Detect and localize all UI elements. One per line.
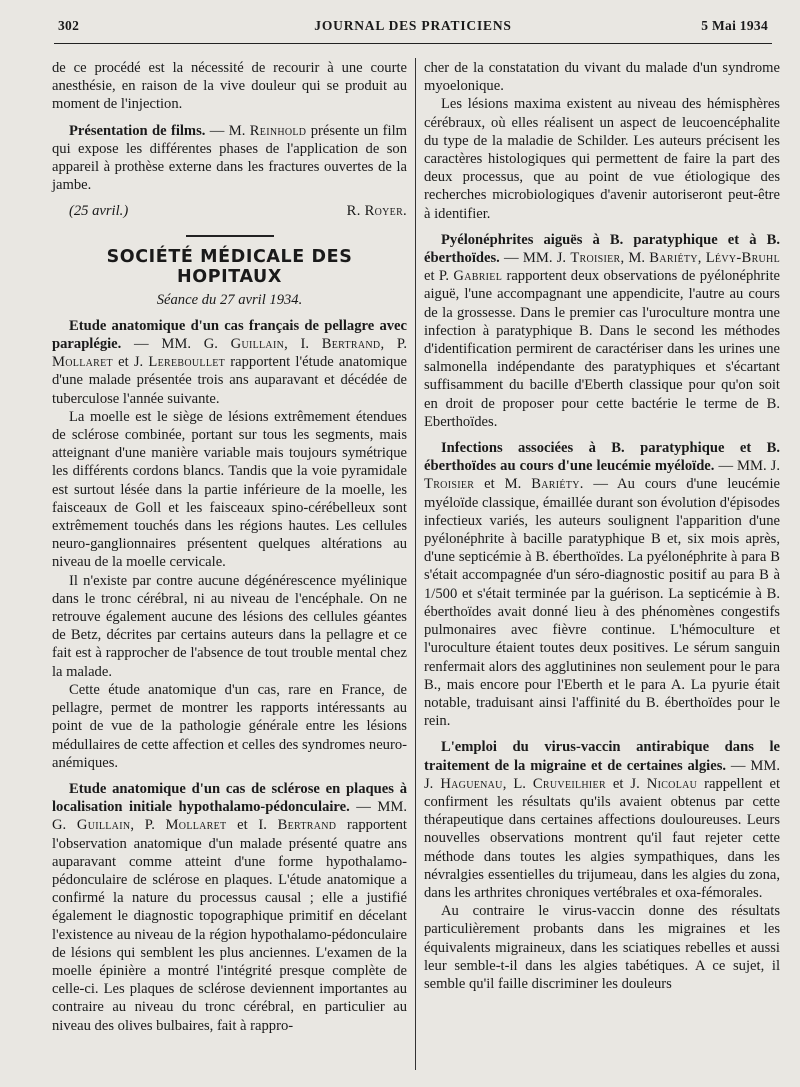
intro-paragraph: de ce procédé est la nécessité de recourir à une courte anesthésie, en raison de la vive douleur qui se produit au moment de l'injection. bbox=[52, 60, 407, 113]
signature-line bbox=[52, 202, 407, 220]
article-title: Infections associées à B. paratyphique et B. éberthoïdes au cours d'une leucémie myéloïde. bbox=[424, 440, 780, 475]
section-title: SOCIÉTÉ MÉDICALE DES HOPITAUX bbox=[106, 246, 353, 287]
left-column bbox=[52, 59, 407, 1035]
signature-name: R. Royer. bbox=[346, 203, 407, 220]
header-rule bbox=[54, 43, 772, 44]
films-paragraph: Présentation de films. — M. Reinhold présente un film qui expose les différentes phases de l'application de son appareil à prothèse externe dans les fractures ouvertes de la jambe. bbox=[52, 122, 407, 194]
column-divider bbox=[415, 58, 416, 1070]
body-paragraph: Il n'existe par contre aucune dégénérescence myélinique dans le tronc cérébral, ni au niveau de l'encéphale. On ne retrouve également aucune des lésions des cellules géantes de Betz, décrites par certains auteurs dans la pellagre et ce fait est à rapprocher de l'absence de tout trouble mental chez la malade. bbox=[52, 572, 407, 680]
article-title: Etude anatomique d'un cas français de pellagre avec paraplégie. bbox=[52, 317, 407, 353]
article-title: Etude anatomique d'un cas de sclérose en plaques à localisation initiale hypothalamo-pédonculaire. bbox=[52, 780, 407, 816]
right-column bbox=[424, 59, 780, 993]
body-paragraph: Au contraire le virus-vaccin donne des résultats particulièrement probants dans les migraines et les équivalents migraineux, dans les sciatiques rebelles et aussi leur semble-t-il dans les algies tabétiques. A ce sujet, il semble qu'il faille discriminer les douleurs bbox=[424, 903, 780, 992]
sclerose-article: Etude anatomique d'un cas de sclérose en plaques à localisation initiale hypothalamo-pédonculaire. — MM. G. Guillain, P. Mollaret et I. Bertrand rapportent l'observation anatomique d'un malade présenté quatre ans auparavant comme atteint d'une forme hypothalamo-pédonculaire de sclérose en plaques. L'étude anatomique a confirmé la nature du processus causal ; elle a justifié également le diagnostic topographique primitif en décelant l'existence au niveau de la région hypothalamo-pédonculaire de lésions qui semblent les plus anciennes. L'examen de la moelle épinière a montré l'intégrité presque complète de celle-ci. Les plaques de sclérose deviennent importantes au contraire au niveau du tronc cérébral, en particulier au niveau des olives bulbaires, fait à rappro- bbox=[52, 780, 407, 1034]
films-title: Présentation de films. bbox=[69, 122, 206, 139]
seance-date: Séance du 27 avril 1934. bbox=[156, 291, 303, 308]
page-number: 302 bbox=[58, 18, 80, 33]
article-title: Pyélonéphrites aiguës à B. paratyphique et à B. éberthoïdes. bbox=[424, 231, 780, 267]
body-paragraph: Cette étude anatomique d'un cas, rare en France, de pellagre, permet de montrer les rapports intéressants au point de vue de la pathologie générale entre les lésions médullaires de cette affection et celles des syndromes neuro-anémiques. bbox=[52, 681, 407, 771]
journal-title: JOURNAL DES PRATICIENS bbox=[314, 18, 512, 33]
signature-date: (25 avril.) bbox=[69, 203, 129, 220]
body-paragraph: La moelle est le siège de lésions extrêmement étendues de sclérose combinée, portant sur tous les segments, mais atteignant d'une manière variable mais toujours symétrique les différents cordons blancs. Tandis que la voie pyramidale est surtout lésée dans la partie inférieure de la moelle, les faisceaux de Goll et les faisceaux spino-cérébelleux sont extrêmement touchés dans les régions hautes. Les cellules neuro-ganglionnaires présentent quelques altérations au niveau de la moelle cervicale. bbox=[52, 408, 407, 571]
pyelonephrite-article: Pyélonéphrites aiguës à B. paratyphique et à B. éberthoïdes. — MM. J. Troisier, M. Bariéty, Lévy-Bruhl et P. Gabriel rapportent deux observations de pyélonéphrite aiguë, l'une accompagnant une appendicite, l'autre au cours de la grossesse. Dans le premier cas l'uroculture montra une infection à paratyphique B. Dans le second les méthodes d'identification permirent de caractériser dans les urines une salmonella indépendante des paratyphiques et s'écartant suffisamment du bacille d'Eberth classique pour qu'on soit en droit de proposer pour cette bactérie le terme de B. Eberthoïdes. bbox=[424, 231, 780, 430]
author-name: Reinhold bbox=[249, 122, 307, 139]
page-header bbox=[58, 18, 768, 40]
issue-date: 5 Mai 1934 bbox=[701, 18, 768, 33]
pellagre-article: Etude anatomique d'un cas français de pellagre avec paraplégie. — MM. G. Guillain, I. Bertrand, P. Mollaret et J. Lereboullet rapportent l'étude anatomique d'une malade présentée trois ans auparavant et décédée de tuberculose l'année suivante. bbox=[52, 317, 407, 407]
continued-paragraph: cher de la constatation du vivant du malade d'un syndrome myoelonique. bbox=[424, 60, 780, 95]
infections-article: Infections associées à B. paratyphique et B. éberthoïdes au cours d'une leucémie myéloïde. — MM. J. Troisier et M. Bariéty. — Au cours d'une leucémie myéloïde classique, émaillée durant son évolution d'épisodes infectieux variés, les auteurs soulignent l'apparition d'une pyélonéphrite à bacille paratyphique B et, six mois après, d'une septicémie à B. éberthoïdes. La pyélonéphrite à para B s'était accompagnée d'un séro-diagnostic positif au para B à 1/500 et s'était terminée par la guérison. La septicémie à B. éberthoïdes avait donné lieu à des phénomènes congestifs pulmonaires avec fièvre continue. L'hémoculture et l'uroculture étaient toutes deux positives. Le sérum sanguin renfermait alors des agglutinines non seulement pour le para B., mais encore pour l'Eberth et le para A. La pyurie était notable, traduisant ainsi l'affinité du B. éberthoïdes pour le rein. bbox=[424, 440, 781, 730]
body-paragraph: Les lésions maxima existent au niveau des hémisphères cérébraux, où elles réalisent un aspect de leucoencéphalite du type de la maladie de Schilder. Les auteurs précisent les caractères histologiques qui permettent de faire la part des deux processus, que au point de vue étiologique des recherches microbiologiques d'avenir autoriseront peut-être à identifier. bbox=[424, 96, 780, 222]
virus-vaccin-article: L'emploi du virus-vaccin antirabique dans le traitement de la migraine et de certaines algies. — MM. J. Haguenau, L. Cruveilhier et J. Nicolau rappellent et confirment les résultats qu'ils avaient obtenus par cette thérapeutique dans certaines affections douloureuses. Leurs nouvelles observations montrent qu'il faut rejeter cette méthode dans toutes les algies sympathiques, dans les névralgies essentielles du trijumeau, dans les algies du zona, dans les arthrites chroniques vertébrales et oxa-fémorales. bbox=[424, 739, 780, 901]
article-title: L'emploi du virus-vaccin antirabique dans le traitement de la migraine et de certaines algies. bbox=[424, 739, 780, 774]
section-separator bbox=[186, 235, 274, 237]
